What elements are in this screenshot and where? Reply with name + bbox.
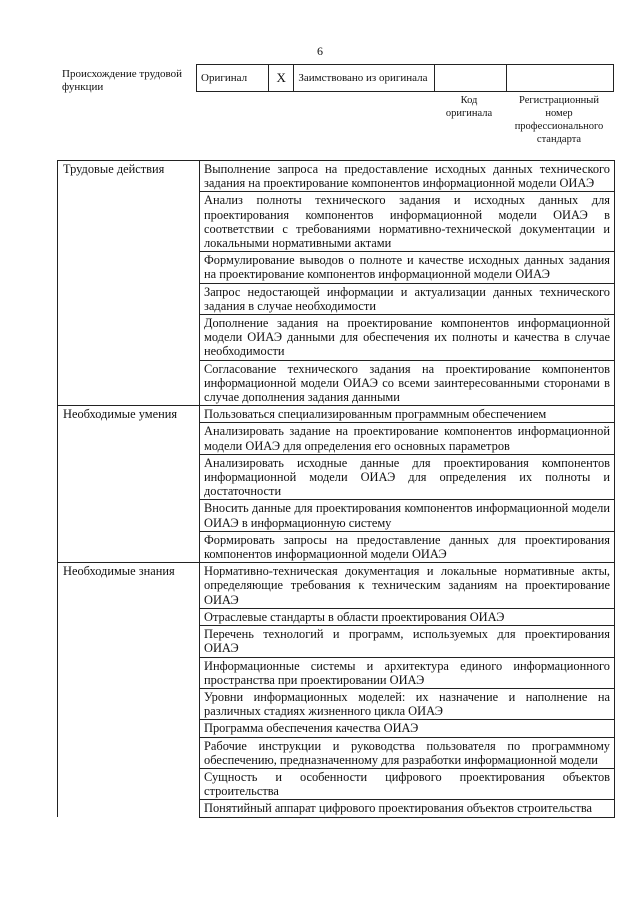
table-row	[58, 608, 615, 625]
origin-table	[196, 64, 614, 92]
section-item: Отраслевые стандарты в области проектирования ОИАЭ	[200, 608, 615, 625]
section-item: Анализировать задание на проектирование компонентов информационной модели ОИАЭ для определения его основных параметров	[200, 423, 615, 454]
section-item: Анализировать исходные данные для проектирования компонентов информационной модели ОИАЭ для определения их полноты и достаточности	[200, 454, 615, 500]
table-row	[58, 563, 615, 609]
reg-label: Регистрационный номер профессионального стандарта	[514, 95, 604, 145]
section-title-empty	[58, 252, 200, 283]
table-row	[58, 657, 615, 688]
section-title-empty	[58, 608, 200, 625]
table-row	[58, 500, 615, 531]
section-item: Перечень технологий и программ, используемых для проектирования ОИАЭ	[200, 626, 615, 657]
table-row	[58, 283, 615, 314]
table-row	[58, 192, 615, 252]
section-item: Вносить данные для проектирования компонентов информационной модели ОИАЭ в информационную систему	[200, 500, 615, 531]
reg-number-cell	[507, 65, 614, 92]
page-number: 6	[317, 44, 323, 58]
table-row	[58, 454, 615, 500]
section-item: Сущность и особенности цифрового проектирования объектов строительства	[200, 768, 615, 799]
section-item: Дополнение задания на проектирование компонентов информационной модели ОИАЭ данными для обеспечения их полноты и качества в случае необходимости	[200, 315, 615, 361]
table-row	[58, 161, 615, 192]
section-title-empty	[58, 531, 200, 562]
section-title-empty	[58, 800, 200, 817]
section-title: Необходимые знания	[58, 563, 200, 609]
section-title-empty	[58, 720, 200, 737]
table-row	[58, 360, 615, 406]
section-item: Рабочие инструкции и руководства пользователя по программному обеспечению, предназначенному для разработки информационной модели	[200, 737, 615, 768]
original-cell: Оригинал	[197, 65, 269, 92]
table-row	[58, 423, 615, 454]
section-item: Выполнение запроса на предоставление исходных данных технического задания на проектирование компонентов информационной модели ОИАЭ	[200, 161, 615, 192]
code-label: Код оригинала	[445, 95, 493, 119]
code-cell	[435, 65, 507, 92]
section-item: Понятийный аппарат цифрового проектирования объектов строительства	[200, 800, 615, 817]
section-item: Запрос недостающей информации и актуализации данных технического задания в случае необходимости	[200, 283, 615, 314]
section-title-empty	[58, 454, 200, 500]
section-title-empty	[58, 768, 200, 799]
table-row	[58, 800, 615, 817]
section-title: Трудовые действия	[58, 161, 200, 192]
original-mark: X	[269, 65, 294, 92]
table-row	[58, 737, 615, 768]
table-row	[58, 720, 615, 737]
function-table	[57, 160, 615, 818]
section-item: Пользоваться специализированным программным обеспечением	[200, 406, 615, 423]
section-title-empty	[58, 360, 200, 406]
origin-label: Происхождение трудовой функции	[62, 68, 183, 93]
section-item: Анализ полноты технического задания и исходных данных для проектирования компонентов информационной модели ОИАЭ в соответствии с требованиями нормативно-технической документации и локальными нормативными актами	[200, 192, 615, 252]
section-title-empty	[58, 657, 200, 688]
section-item: Программа обеспечения качества ОИАЭ	[200, 720, 615, 737]
section-item: Формулирование выводов о полноте и качестве исходных данных задания на проектирование компонентов информационной модели ОИАЭ	[200, 252, 615, 283]
table-row	[58, 252, 615, 283]
section-title-empty	[58, 688, 200, 719]
section-title-empty	[58, 283, 200, 314]
section-item: Нормативно-техническая документация и локальные нормативные акты, определяющие требования к техническим заданиям на проектирование ОИАЭ	[200, 563, 615, 609]
table-row	[58, 406, 615, 423]
table-row	[58, 626, 615, 657]
table-row	[58, 531, 615, 562]
table-row	[58, 688, 615, 719]
borrowed-cell: Заимствовано из оригинала	[294, 65, 435, 92]
section-item: Уровни информационных моделей: их назначение и наполнение на различных стадиях жизненного цикла ОИАЭ	[200, 688, 615, 719]
section-title-empty	[58, 192, 200, 252]
section-item: Согласование технического задания на проектирование компонентов информационной модели ОИАЭ со всеми заинтересованными сторонами в случае дополнения задания данными	[200, 360, 615, 406]
table-row	[58, 315, 615, 361]
section-title-empty	[58, 315, 200, 361]
section-title-empty	[58, 423, 200, 454]
section-item: Формировать запросы на предоставление данных для проектирования компонентов информационной модели ОИАЭ	[200, 531, 615, 562]
section-title: Необходимые умения	[58, 406, 200, 423]
section-title-empty	[58, 626, 200, 657]
table-row	[58, 768, 615, 799]
section-title-empty	[58, 500, 200, 531]
section-title-empty	[58, 737, 200, 768]
section-item: Информационные системы и архитектура единого информационного пространства при проектировании ОИАЭ	[200, 657, 615, 688]
